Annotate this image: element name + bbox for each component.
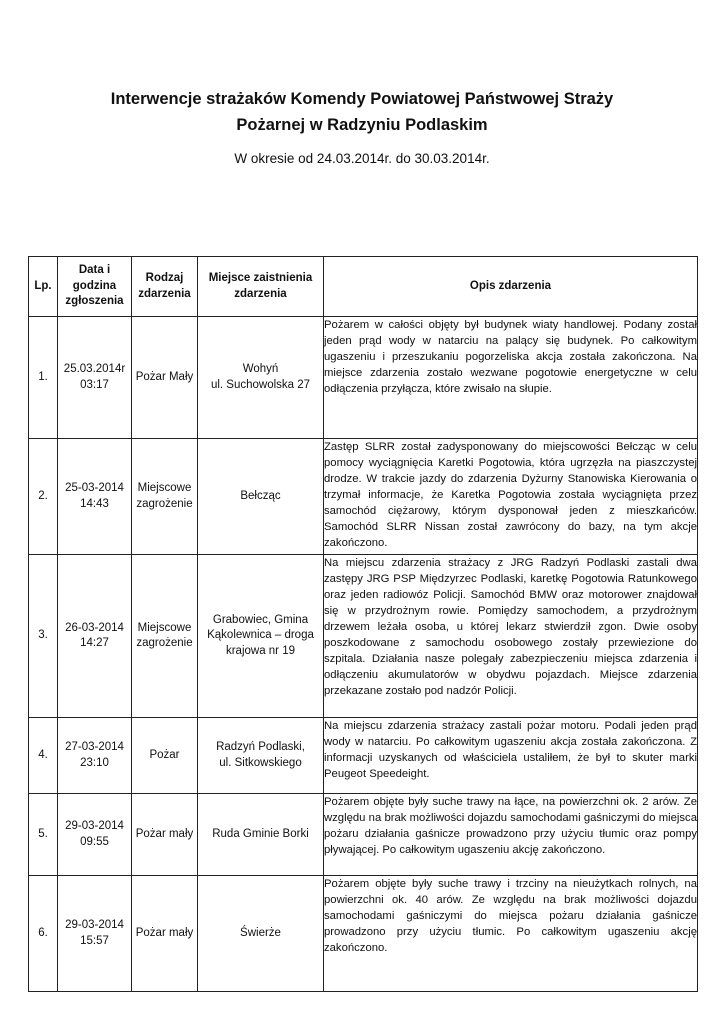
cell-place	[198, 555, 324, 718]
cell-date: 26-03-2014	[65, 621, 124, 634]
cell-place-line-1: Świerże	[240, 926, 281, 939]
cell-description: Na miejscu zdarzenia strażacy z JRG Radzyń Podlaski zastali dwa zastępy JRG PSP Międzyrzec Podlaski, karetkę Pogotowia Ratunkowego oraz jeden radiowóz Policji. Samochód BMW oraz motorower znajdował się w przydrożnym rowie. Pomiędzy samochodem, a przydrożnym drzewem leżała osoba, u której lekarz stwierdził zgon. Dwie osoby poszkodowane z samochodu osobowego zostały przewiezione do szpitala. Działania nasze polegały zabezpieczeniu miejsca zdarzenia i odłączeniu akumulatorów w obydwu pojazdach. Miejsce zdarzenia przekazane zostało pod nadzór Policji.	[324, 555, 698, 718]
report-period: W okresie od 24.03.2014r. do 30.03.2014r.	[234, 151, 490, 166]
table-row	[29, 317, 698, 439]
table-row	[29, 555, 698, 718]
cell-datetime	[58, 317, 132, 439]
cell-description: Pożarem objęte były suche trawy i trzciny na nieużytkach rolnych, na powierzchni ok. 40 arów. Ze względu na brak możliwości dojazdu samochodami gaśniczymi do miejsca pożaru działania gaśnicze prowadzono przy użyciu tłumic. Po całkowitym ugaszeniu akcję zakończono.	[324, 876, 698, 992]
title-line-1: Interwencje strażaków Komendy Powiatowej Państwowej Straży	[110, 90, 614, 108]
cell-lp: 6.	[29, 876, 58, 992]
header-date-line-1: Data i	[78, 264, 111, 277]
cell-date: 25.03.2014r	[63, 363, 126, 375]
cell-datetime	[58, 555, 132, 718]
cell-place-line-1: Wohyń	[242, 363, 279, 375]
cell-description: Na miejscu zdarzenia strażacy zastali pożar motoru. Podali jeden prąd wody w natarciu. Po całkowitym ugaszeniu akcja została zakończona. Z informacji uzyskanych od właściciela ustaliłem, że był to skuter marki Peugeot Speedeight.	[324, 718, 698, 794]
cell-place-line-1: Grabowiec, Gmina	[212, 613, 309, 626]
interventions-table	[28, 256, 698, 992]
cell-place	[198, 317, 324, 439]
cell-place-line-1: Ruda Gminie Borki	[212, 827, 309, 840]
header-lp: Lp.	[29, 257, 58, 317]
table-row	[29, 718, 698, 794]
cell-place	[198, 876, 324, 992]
header-date	[58, 257, 132, 317]
document-title	[0, 86, 724, 138]
header-date-line-2: godzina	[72, 279, 117, 292]
cell-description: Pożarem objęte były suche trawy na łące, na powierzchni ok. 2 arów. Ze względu na brak możliwości dojazdu samochodami gaśniczymi do miejsca pożaru działania gaśnicze prowadzono przy użyciu tłumic oraz pompy pływającej. Po całkowitym ugaszeniu akcję zakończono.	[324, 794, 698, 876]
cell-type-line-2: zagrożenie	[136, 497, 193, 510]
cell-type-line-1: Pożar mały	[135, 827, 194, 840]
cell-lp: 5.	[29, 794, 58, 876]
cell-time: 15:57	[80, 934, 109, 947]
cell-type	[132, 718, 198, 794]
cell-date: 25-03-2014	[65, 482, 124, 494]
cell-description: Zastęp SLRR został zadysponowany do miejscowości Bełcząc w celu pomocy wyciągnięcia Karetki Pogotowia, która ugrzęzła na piaszczystej drodze. W trakcie jazdy do zdarzenia Dyżurny Stanowiska Kierowania o trzymał informacje, że Karetka Pogotowia została wyciągnięta przez samochód ciężarowy, którym dysponował jeden z mieszkańców. Samochód SLRR Nissan został zawrócony do bazy, na tym akcje zakończono.	[324, 439, 698, 555]
cell-datetime	[58, 876, 132, 992]
cell-place-line-1: Radzyń Podlaski,	[216, 741, 305, 753]
cell-date: 27-03-2014	[65, 741, 124, 753]
header-place-line-1: Miejsce zaistnienia	[208, 272, 313, 284]
cell-type-line-1: Pożar	[149, 748, 180, 761]
table-header-row	[29, 257, 698, 317]
header-type-line-1: Rodzaj	[145, 272, 184, 284]
cell-description: Pożarem w całości objęty był budynek wiaty handlowej. Podany został jeden prąd wody w natarciu na palący się budynek. Po całkowitym ugaszeniu i przeszukaniu pogorzeliska akcja została zakończona. Na miejsce zdarzenia zostało wezwane pogotowie energetyczne w celu odłączenia przyłącza, które zwisało na słupie.	[324, 317, 698, 439]
table-row	[29, 439, 698, 555]
cell-place	[198, 718, 324, 794]
cell-time: 14:43	[80, 497, 109, 510]
cell-lp: 3.	[29, 555, 58, 718]
table-row	[29, 794, 698, 876]
cell-type	[132, 555, 198, 718]
cell-date: 29-03-2014	[65, 820, 124, 832]
cell-type	[132, 439, 198, 555]
cell-time: 09:55	[80, 835, 109, 848]
cell-type-line-1: Miejscowe	[137, 621, 192, 634]
table-row	[29, 876, 698, 992]
cell-place	[198, 439, 324, 555]
cell-type	[132, 794, 198, 876]
cell-type	[132, 876, 198, 992]
header-type	[132, 257, 198, 317]
cell-place-line-2: ul. Suchowolska 27	[210, 378, 311, 391]
header-place-line-2: zdarzenia	[234, 287, 287, 300]
cell-type-line-1: Pożar mały	[135, 926, 194, 939]
cell-type-line-2: zagrożenie	[136, 637, 193, 649]
cell-datetime	[58, 718, 132, 794]
cell-lp: 2.	[29, 439, 58, 555]
cell-time: 03:17	[80, 378, 109, 391]
cell-place-line-2: ul. Sitkowskiego	[219, 756, 302, 769]
cell-type-line-1: Pożar Mały	[135, 370, 194, 383]
header-place	[198, 257, 324, 317]
cell-place-line-1: Bełcząc	[240, 489, 281, 502]
header-description: Opis zdarzenia	[324, 257, 698, 317]
cell-place	[198, 794, 324, 876]
cell-lp: 1.	[29, 317, 58, 439]
title-line-2: Pożarnej w Radzyniu Podlaskim	[236, 116, 488, 134]
cell-place-line-3: krajowa nr 19	[225, 644, 296, 657]
cell-time: 14:27	[80, 637, 109, 649]
cell-datetime	[58, 439, 132, 555]
cell-type	[132, 317, 198, 439]
cell-datetime	[58, 794, 132, 876]
cell-type-line-1: Miejscowe	[137, 482, 192, 494]
header-date-line-3: zgłoszenia	[65, 295, 124, 308]
cell-date: 29-03-2014	[65, 919, 124, 931]
cell-lp: 4.	[29, 718, 58, 794]
cell-time: 23:10	[80, 756, 109, 769]
header-type-line-2: zdarzenia	[138, 287, 191, 300]
cell-place-line-2: Kąkolewnica – droga	[207, 629, 314, 642]
